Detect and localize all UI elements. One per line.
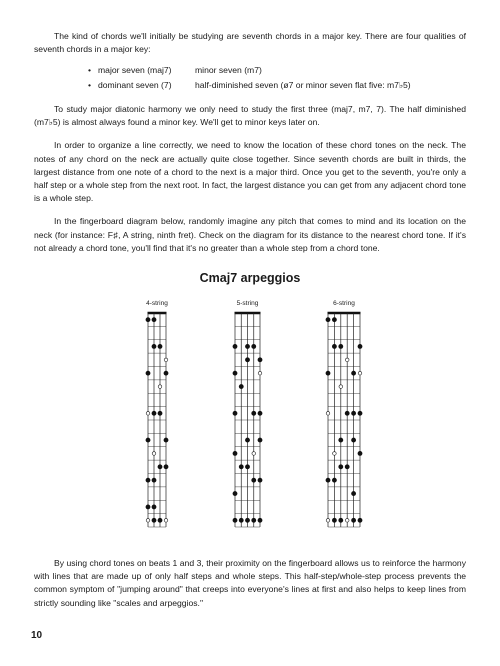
chord-tone-dot bbox=[146, 317, 151, 322]
chord-tone-dot bbox=[233, 451, 238, 456]
chord-tone-dot bbox=[326, 371, 331, 376]
diagram-label: 6-string bbox=[333, 300, 355, 307]
chord-tone-dot bbox=[146, 478, 151, 483]
root-open-dot bbox=[164, 519, 168, 523]
chord-tone-dot bbox=[338, 464, 343, 469]
chord-tone-dot bbox=[164, 438, 169, 443]
root-open-dot bbox=[146, 412, 150, 416]
chord-tone-dot bbox=[338, 518, 343, 523]
chord-tone-dot bbox=[239, 518, 244, 523]
root-open-dot bbox=[358, 371, 362, 375]
chord-tone-dot bbox=[351, 371, 356, 376]
chord-tone-dot bbox=[345, 464, 350, 469]
chord-tone-dot bbox=[258, 357, 263, 362]
root-open-dot bbox=[345, 519, 349, 523]
chord-tone-dot bbox=[258, 411, 263, 416]
paragraph-1: The kind of chords we'll initially be studying are seventh chords in a major key. There are four qualities of seventh chords in a major key: bbox=[34, 31, 466, 55]
diagram-5-string bbox=[233, 300, 263, 527]
chord-tone-dot bbox=[158, 344, 163, 349]
chord-tone-dot bbox=[332, 478, 337, 483]
chord-tone-dot bbox=[258, 518, 263, 523]
chord-tone-dot bbox=[158, 464, 163, 469]
chord-tone-dot bbox=[351, 518, 356, 523]
chord-tone-dot bbox=[351, 411, 356, 416]
chord-tone-dot bbox=[164, 464, 169, 469]
chord-tone-dot bbox=[239, 384, 244, 389]
root-open-dot bbox=[326, 412, 330, 416]
page-number: 10 bbox=[31, 630, 43, 641]
chord-tone-dot bbox=[233, 491, 238, 496]
chord-tone-dot bbox=[158, 518, 163, 523]
root-open-dot bbox=[345, 358, 349, 362]
chord-tone-dot bbox=[258, 438, 263, 443]
chord-tone-dot bbox=[245, 344, 250, 349]
chord-tone-dot bbox=[152, 478, 157, 483]
list-item: • major seven (maj7) minor seven (m7) bbox=[88, 63, 468, 78]
root-open-dot bbox=[158, 385, 162, 389]
chord-tone-dot bbox=[251, 478, 256, 483]
chord-tone-dot bbox=[152, 344, 157, 349]
chord-tone-dot bbox=[338, 438, 343, 443]
root-open-dot bbox=[252, 452, 256, 456]
chord-tone-dot bbox=[358, 518, 363, 523]
chord-tone-dot bbox=[233, 411, 238, 416]
chord-tone-dot bbox=[245, 438, 250, 443]
root-open-dot bbox=[333, 452, 337, 456]
chord-tone-dot bbox=[338, 344, 343, 349]
chord-tone-dot bbox=[152, 505, 157, 510]
diagram-label: 4-string bbox=[146, 300, 168, 307]
chord-tone-dot bbox=[332, 518, 337, 523]
root-open-dot bbox=[339, 385, 343, 389]
chord-tone-dot bbox=[233, 371, 238, 376]
root-open-dot bbox=[152, 452, 156, 456]
paragraph-2: To study major diatonic harmony we only need to study the first three (maj7, m7, 7). The half diminished (m7♭5) is almost always found a minor key. We'll get to minor keys later on. bbox=[34, 104, 466, 128]
paragraph-3: In order to organize a line correctly, we need to know the location of these chord tones on the neck. The notes of any chord on the neck are actually quite close together. Since seventh chords are built in thirds, the largest distance from one note of a chord to the next is a major third. Once you get to the seventh, you're only a half step or a whole step from the next root. In fact, the largest distance you can get from any adjacent chord tone is a whole step. bbox=[34, 140, 466, 204]
bullet-icon: • bbox=[88, 65, 92, 75]
chord-tone-dot bbox=[332, 344, 337, 349]
root-open-dot bbox=[146, 519, 150, 523]
text-block-closing bbox=[34, 557, 466, 610]
chord-tone-dot bbox=[146, 438, 151, 443]
chord-tone-dot bbox=[245, 464, 250, 469]
chord-tone-dot bbox=[233, 344, 238, 349]
bullet-icon: • bbox=[88, 79, 92, 90]
chord-tone-dot bbox=[245, 357, 250, 362]
diagram-4-string bbox=[146, 300, 169, 527]
paragraph-4: In the fingerboard diagram below, randomly imagine any pitch that comes to mind and its location on the neck (for instance: F♯, A string, ninth fret). Check on the diagram for its distance to the nearest chord tone. If it's not already a chord tone, you'll find that it's no greater than a whole step from a chord tone. bbox=[34, 216, 466, 253]
chord-tone-dot bbox=[146, 371, 151, 376]
chord-tone-dot bbox=[258, 478, 263, 483]
chord-tone-dot bbox=[351, 438, 356, 443]
root-open-dot bbox=[258, 371, 262, 375]
chord-tone-dot bbox=[251, 411, 256, 416]
chord-tone-dot bbox=[233, 518, 238, 523]
chord-tone-dot bbox=[158, 411, 163, 416]
root-open-dot bbox=[164, 358, 168, 362]
chord-tone-dot bbox=[332, 317, 337, 322]
chord-tone-dot bbox=[164, 371, 169, 376]
diagram-6-string bbox=[326, 300, 363, 527]
list-item: • dominant seven (7) half-diminished seven (ø7 or minor seven flat five: m7♭5) bbox=[88, 78, 468, 93]
chord-tone-dot bbox=[152, 411, 157, 416]
chord-tone-dot bbox=[358, 411, 363, 416]
chord-tone-dot bbox=[326, 478, 331, 483]
chord-tone-dot bbox=[251, 518, 256, 523]
chord-tone-dot bbox=[358, 344, 363, 349]
chord-tone-dot bbox=[345, 411, 350, 416]
chord-tone-dot bbox=[351, 491, 356, 496]
root-open-dot bbox=[326, 519, 330, 523]
chord-tone-dot bbox=[152, 317, 157, 322]
chord-tone-dot bbox=[146, 505, 151, 510]
chord-tone-dot bbox=[326, 317, 331, 322]
chord-tone-dot bbox=[239, 464, 244, 469]
figure-title: Cmaj7 arpeggios bbox=[199, 271, 301, 285]
chord-tone-dot bbox=[245, 518, 250, 523]
chord-tone-dot bbox=[251, 344, 256, 349]
paragraph-5: By using chord tones on beats 1 and 3, their proximity on the fingerboard allows us to reinforce the harmony with lines that are made up of only half steps and whole steps. This half-step/whole-step process prevents the common symptom of "jumping around" that creeps into everyone's lines at first and also helps to keep lines from strictly sounding like "scales and arpeggios." bbox=[34, 558, 466, 608]
chord-tone-dot bbox=[152, 518, 157, 523]
chord-tone-dot bbox=[358, 451, 363, 456]
diagram-label: 5-string bbox=[236, 300, 259, 307]
